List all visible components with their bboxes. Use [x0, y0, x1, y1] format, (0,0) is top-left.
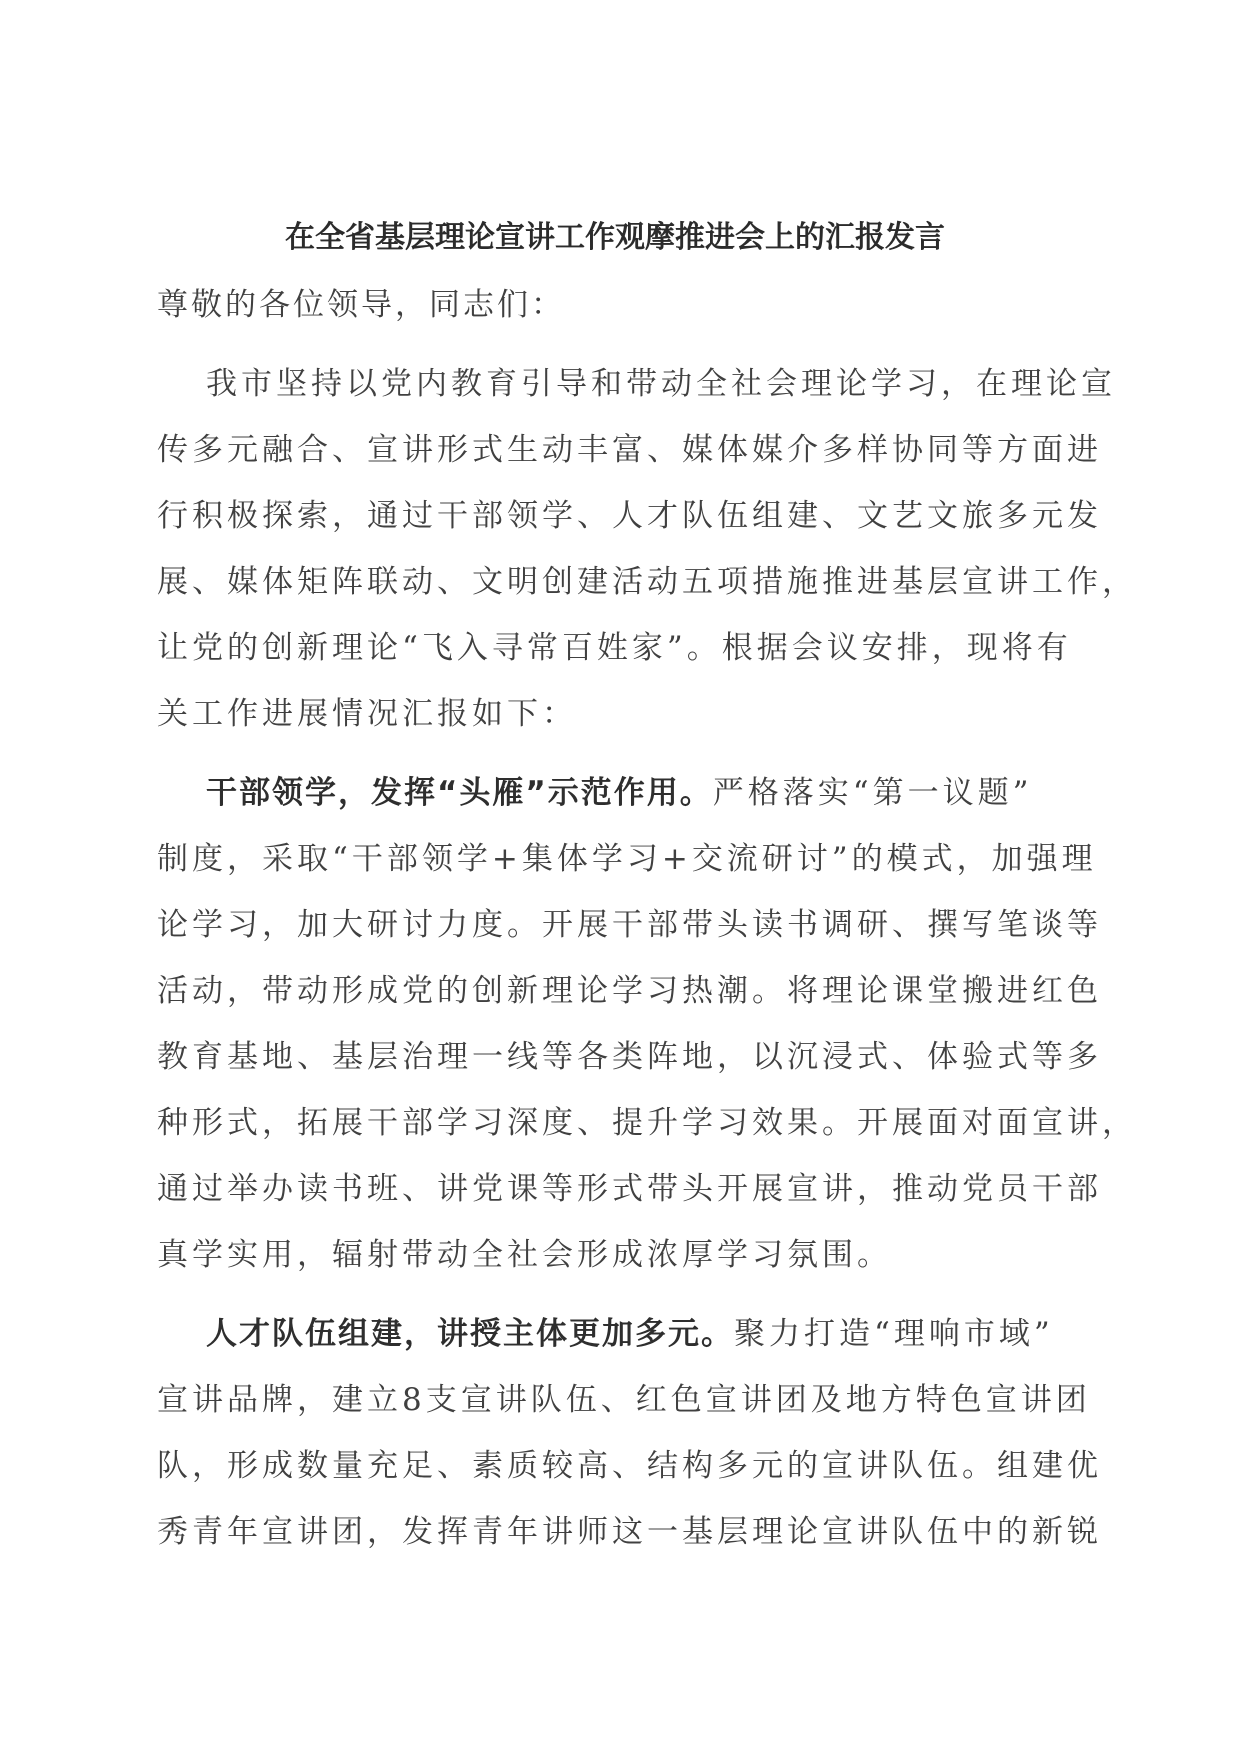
- intro-paragraph: [157, 351, 1137, 747]
- section-text: 聚力打造“理响市域”: [734, 1316, 1054, 1352]
- section-cadre-study: [157, 760, 1137, 1288]
- section-line: 活动，带动形成党的创新理论学习热潮。将理论课堂搬进红色: [157, 973, 1102, 1009]
- section-heading: 干部领学，发挥“头雁”示范作用。: [206, 775, 713, 811]
- intro-line: 我市坚持以党内教育引导和带动全社会理论学习，在理论宣: [206, 366, 1116, 402]
- section-line: 真学实用，辐射带动全社会形成浓厚学习氛围。: [157, 1237, 892, 1273]
- section-line: 秀青年宣讲团，发挥青年讲师这一基层理论宣讲队伍中的新锐: [157, 1514, 1102, 1550]
- section-line: 种形式，拓展干部学习深度、提升学习效果。开展面对面宣讲，: [157, 1105, 1137, 1141]
- document-body: [157, 272, 1137, 1578]
- intro-line: 让党的创新理论“飞入寻常百姓家”。根据会议安排，现将有: [157, 630, 1072, 666]
- document-title: 在全省基层理论宣讲工作观摩推进会上的汇报发言: [285, 220, 945, 255]
- intro-line: 传多元融合、宣讲形式生动丰富、媒体媒介多样协同等方面进: [157, 432, 1102, 468]
- section-first-line: [157, 760, 1077, 826]
- intro-line: 展、媒体矩阵联动、文明创建活动五项措施推进基层宣讲工作，: [157, 564, 1137, 600]
- intro-line: 关工作进展情况汇报如下：: [157, 696, 577, 732]
- salutation: 尊敬的各位领导，同志们：: [157, 287, 565, 323]
- section-line: 通过举办读书班、讲党课等形式带头开展宣讲，推动党员干部: [157, 1171, 1102, 1207]
- section-line: 队，形成数量充足、素质较高、结构多元的宣讲队伍。组建优: [157, 1448, 1102, 1484]
- section-text: 严格落实“第一议题”: [712, 775, 1033, 811]
- section-line: 教育基地、基层治理一线等各类阵地，以沉浸式、体验式等多: [157, 1039, 1102, 1075]
- section-line: 宣讲品牌，建立8支宣讲队伍、红色宣讲团及地方特色宣讲团: [157, 1382, 1091, 1418]
- section-talent-team: [157, 1301, 1102, 1565]
- section-line: 制度，采取“干部领学+集体学习+交流研讨”的模式，加强理: [157, 841, 1097, 877]
- section-line: 论学习，加大研讨力度。开展干部带头读书调研、撰写笔谈等: [157, 907, 1102, 943]
- intro-line: 行积极探索，通过干部领学、人才队伍组建、文艺文旅多元发: [157, 498, 1102, 534]
- section-first-line: [157, 1301, 1077, 1367]
- section-heading: 人才队伍组建，讲授主体更加多元。: [206, 1316, 734, 1352]
